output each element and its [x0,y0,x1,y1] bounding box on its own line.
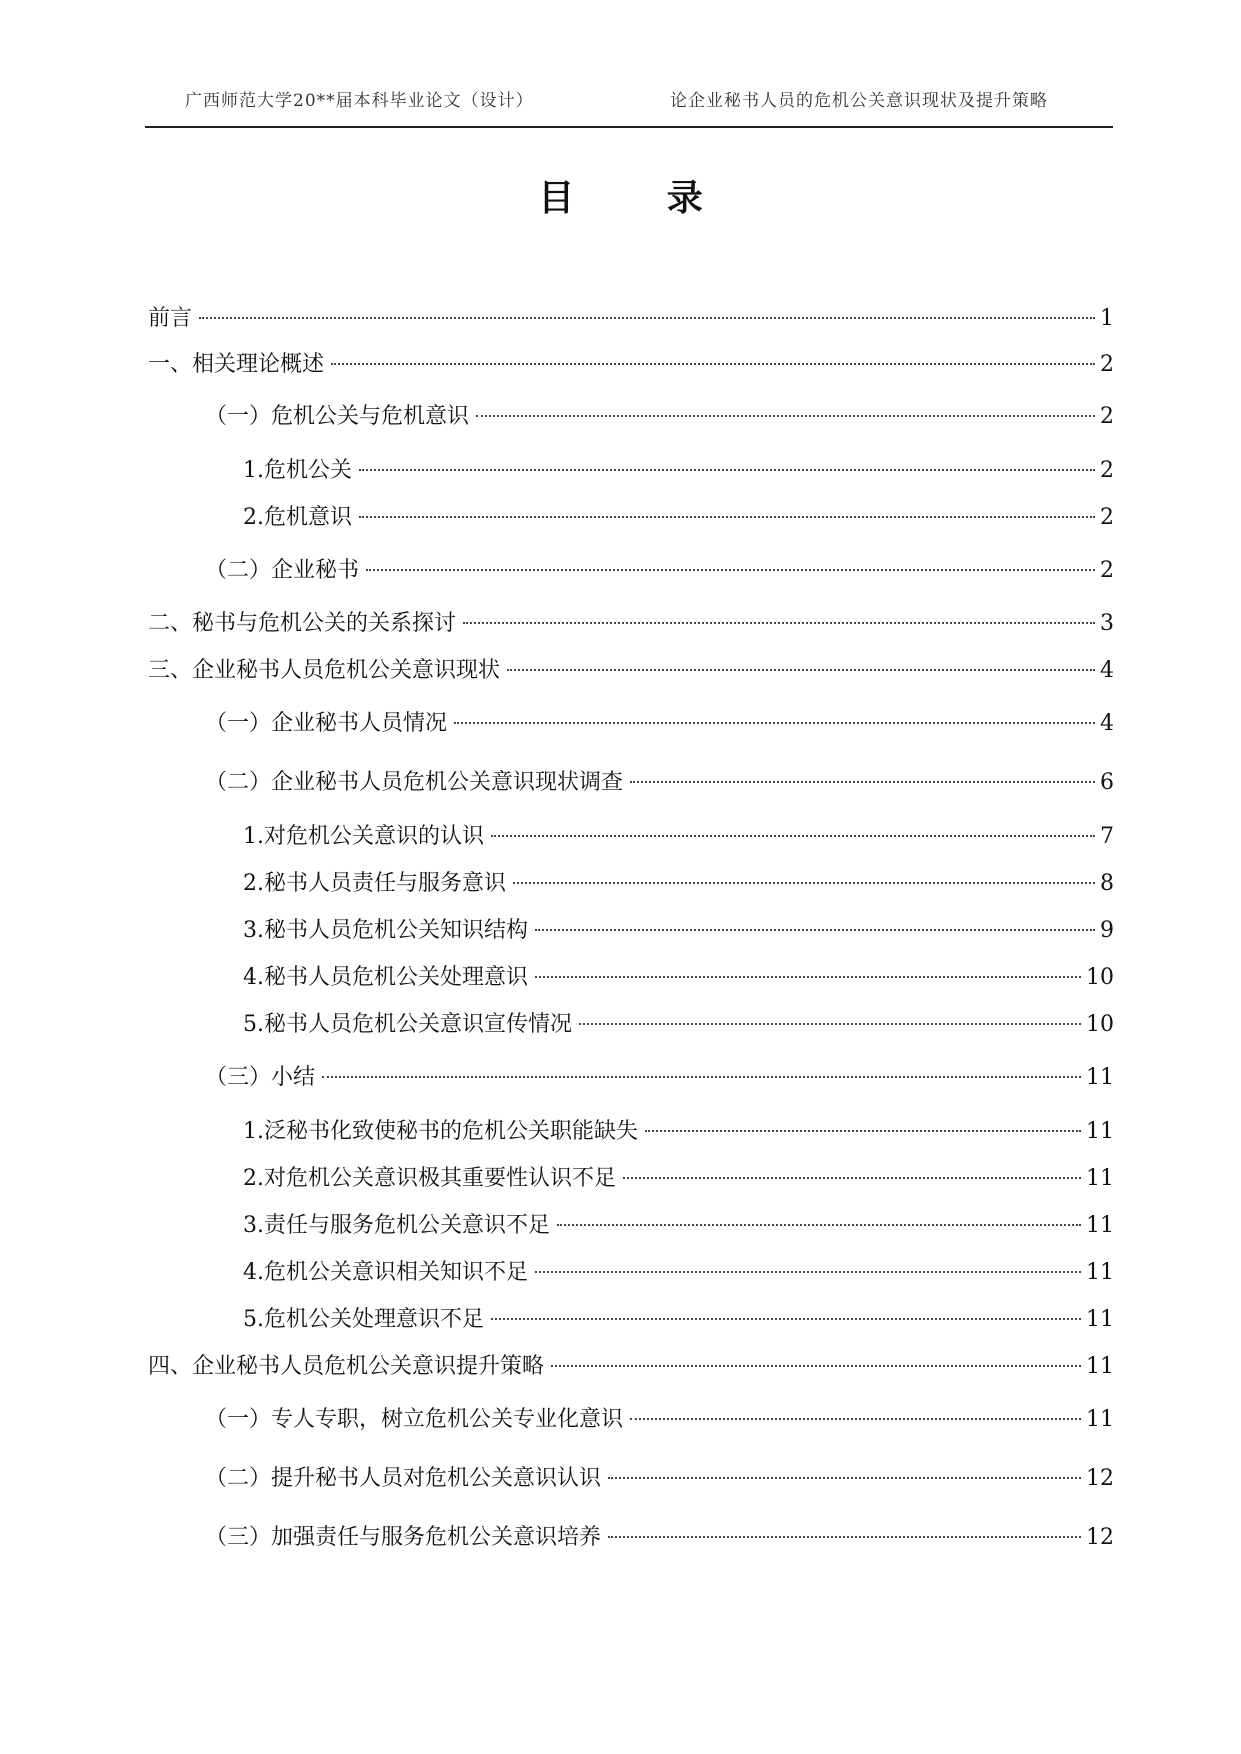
toc-leader-dots [322,1076,1081,1078]
toc-entry-label: 1.对危机公关意识的认识 [243,824,484,849]
toc-entry-label: （二）企业秘书人员危机公关意识现状调查 [205,770,624,795]
toc-entry-label: （二）企业秘书 [205,558,360,583]
toc-entry-page: 8 [1100,871,1114,896]
toc-entry-label: （一）企业秘书人员情况 [205,711,448,736]
toc-leader-dots [463,622,1095,624]
toc-entry[interactable] [148,1352,1114,1382]
toc-entry-label: （三）小结 [205,1065,316,1090]
toc-entry-label: 5.秘书人员危机公关意识宣传情况 [243,1012,572,1037]
toc-entry-label: 5.危机公关处理意识不足 [243,1307,484,1332]
toc-leader-dots [535,929,1095,931]
toc-leader-dots [199,317,1095,319]
toc-entry-page: 12 [1086,1525,1114,1550]
toc-entry[interactable] [205,1464,1114,1494]
toc-leader-dots [359,516,1095,518]
toc-entry[interactable] [243,456,1114,486]
toc-entry-page: 11 [1086,1065,1114,1090]
toc-entry-label: （一）危机公关与危机意识 [205,404,470,429]
toc-entry[interactable] [243,1117,1114,1147]
page-header [145,86,1113,128]
toc-entry-page: 2 [1100,352,1114,377]
toc-leader-dots [551,1365,1081,1367]
toc-entry-page: 2 [1100,404,1114,429]
toc-entry-label: 2.对危机公关意识极其重要性认识不足 [243,1166,616,1191]
toc-leader-dots [630,781,1095,783]
toc-entry-label: 3.秘书人员危机公关知识结构 [243,918,528,943]
toc-entry[interactable] [243,1258,1114,1288]
toc-entry-label: 1.泛秘书化致使秘书的危机公关职能缺失 [243,1119,638,1144]
page-title: 目 录 [538,178,743,219]
toc-entry-page: 1 [1100,306,1114,331]
toc-entry-page: 10 [1086,1012,1114,1037]
toc-entry-page: 11 [1086,1260,1114,1285]
toc-entry-label: 1.危机公关 [243,458,352,483]
toc-entry[interactable] [243,869,1114,899]
toc-entry-label: 3.责任与服务危机公关意识不足 [243,1213,550,1238]
toc-entry-label: （三）加强责任与服务危机公关意识培养 [205,1525,602,1550]
toc-entry[interactable] [243,1211,1114,1241]
toc-leader-dots [454,722,1095,724]
toc-entry[interactable] [148,656,1114,686]
toc-entry-page: 2 [1100,458,1114,483]
toc-leader-dots [491,1318,1081,1320]
toc-entry-page: 12 [1086,1466,1114,1491]
toc-entry[interactable] [205,402,1114,432]
toc-entry[interactable] [243,916,1114,946]
toc-entry[interactable] [243,822,1114,852]
toc-entry-page: 11 [1086,1213,1114,1238]
toc-leader-dots [557,1224,1081,1226]
toc-entry-page: 2 [1100,558,1114,583]
toc-entry[interactable] [148,609,1114,639]
toc-leader-dots [623,1177,1081,1179]
toc-leader-dots [535,1271,1081,1273]
toc-entry-label: 一、相关理论概述 [148,352,325,377]
toc-entry[interactable] [243,1164,1114,1194]
toc-entry-page: 7 [1100,824,1114,849]
toc-entry-label: 4.危机公关意识相关知识不足 [243,1260,528,1285]
toc-entry-page: 2 [1100,505,1114,530]
toc-entry-page: 11 [1086,1354,1114,1379]
toc-entry[interactable] [205,709,1114,739]
toc-entry-page: 10 [1086,965,1114,990]
toc-entry-page: 11 [1086,1166,1114,1191]
toc-entry-label: （一）专人专职，树立危机公关专业化意识 [205,1407,624,1432]
toc-entry-label: 2.危机意识 [243,505,352,530]
toc-entry[interactable] [205,768,1114,798]
toc-entry[interactable] [148,350,1114,380]
toc-entry[interactable] [148,304,1114,334]
toc-entry-label: 三、企业秘书人员危机公关意识现状 [148,658,501,683]
toc-leader-dots [608,1477,1081,1479]
toc-leader-dots [507,669,1095,671]
toc-leader-dots [535,976,1081,978]
toc-leader-dots [359,469,1095,471]
toc-leader-dots [513,882,1095,884]
toc-entry[interactable] [205,1063,1114,1093]
toc-entry[interactable] [205,1405,1114,1435]
toc-entry-label: （二）提升秘书人员对危机公关意识认识 [205,1466,602,1491]
toc-entry[interactable] [243,1010,1114,1040]
toc-entry-page: 3 [1100,611,1114,636]
toc-entry-page: 9 [1100,918,1114,943]
toc-entry-label: 二、秘书与危机公关的关系探讨 [148,611,457,636]
toc-leader-dots [579,1023,1081,1025]
toc-entry-page: 6 [1100,770,1114,795]
toc-entry-page: 11 [1086,1407,1114,1432]
toc-entry-label: 四、企业秘书人员危机公关意识提升策略 [148,1354,545,1379]
toc-leader-dots [608,1536,1081,1538]
toc-leader-dots [491,835,1095,837]
toc-entry-label: 前言 [148,306,193,331]
toc-entry[interactable] [205,1523,1114,1553]
toc-leader-dots [331,363,1095,365]
header-left-text: 广西师范大学20**届本科毕业论文（设计） [185,91,534,111]
toc-entry-page: 11 [1086,1119,1114,1144]
toc-entry-label: 4.秘书人员危机公关处理意识 [243,965,528,990]
header-right-text: 论企业秘书人员的危机公关意识现状及提升策略 [670,91,1048,111]
toc-leader-dots [476,415,1095,417]
toc-entry[interactable] [205,556,1114,586]
toc-leader-dots [645,1130,1081,1132]
toc-entry-label: 2.秘书人员责任与服务意识 [243,871,506,896]
toc-entry[interactable] [243,503,1114,533]
toc-entry[interactable] [243,1305,1114,1335]
toc-entry-page: 11 [1086,1307,1114,1332]
toc-entry[interactable] [243,963,1114,993]
toc-leader-dots [366,569,1095,571]
toc-entry-page: 4 [1100,658,1114,683]
toc-entry-page: 4 [1100,711,1114,736]
toc-leader-dots [630,1418,1081,1420]
